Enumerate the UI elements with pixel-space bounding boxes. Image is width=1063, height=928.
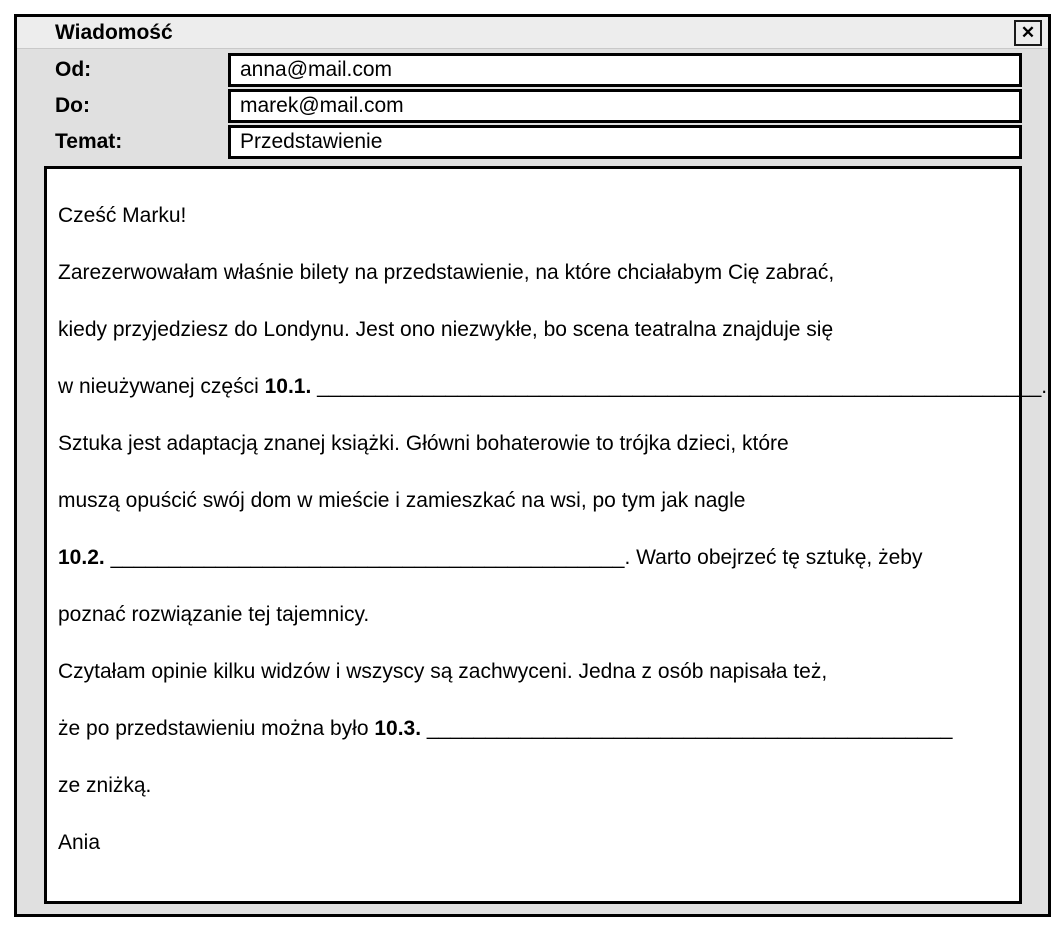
subject-label: Temat: (55, 130, 123, 153)
answer-blank-10-2: ____________________________________________ (110, 546, 625, 569)
from-input[interactable]: anna@mail.com (228, 53, 1022, 87)
body-line (58, 529, 1011, 586)
gap-label-10-3: 10.3. (374, 717, 422, 740)
window-title: Wiadomość (55, 20, 173, 44)
body-text: muszą opuścić swój dom w mieście i zamieszkać na wsi, po tym jak nagle (58, 489, 746, 512)
body-line (58, 757, 1011, 814)
body-text: ze zniżką. (58, 774, 152, 797)
message-body (44, 166, 1048, 904)
body-line (58, 643, 1011, 700)
email-window (14, 14, 1051, 917)
body-line (58, 472, 1011, 529)
body-text: że po przedstawieniu można było (58, 717, 375, 740)
body-text: Zarezerwowałam właśnie bilety na przedstawienie, na które chciałabym Cię zabrać, (58, 261, 835, 284)
field-row-from (17, 53, 1048, 87)
subject-input[interactable]: Przedstawienie (228, 125, 1022, 159)
body-line (58, 244, 1011, 301)
field-row-to (17, 89, 1048, 123)
body-line (58, 415, 1011, 472)
body-line (58, 586, 1011, 643)
signature: Ania (58, 831, 101, 854)
gap-label-10-1: 10.1. (264, 375, 312, 398)
body-text: kiedy przyjedziesz do Londynu. Jest ono niezwykłe, bo scena teatralna znajduje się (58, 318, 834, 341)
body-text: . (1041, 375, 1048, 398)
body-line (58, 301, 1011, 358)
header-fields (17, 49, 1048, 161)
body-text: Cześć Marku! (58, 204, 187, 227)
close-button[interactable] (1014, 20, 1042, 46)
gap-label-10-2: 10.2. (58, 546, 105, 569)
close-icon: ✕ (1020, 23, 1036, 42)
body-line (58, 700, 1011, 757)
body-text: Czytałam opinie kilku widzów i wszyscy są zachwyceni. Jedna z osób napisała też, (58, 660, 828, 683)
body-line (58, 187, 1011, 244)
field-row-subject (17, 125, 1048, 159)
body-line (58, 358, 1048, 415)
body-text: poznać rozwiązanie tej tajemnicy. (58, 603, 370, 626)
body-line (58, 814, 1011, 871)
body-text: Sztuka jest adaptacją znanej książki. Główni bohaterowie to trójka dzieci, które (58, 432, 789, 455)
answer-blank-10-3: _____________________________________________ (426, 717, 953, 740)
from-label: Od: (55, 58, 92, 81)
answer-blank-10-1: ______________________________________________________________ (317, 375, 1042, 398)
to-input[interactable]: marek@mail.com (228, 89, 1022, 123)
to-label: Do: (55, 94, 90, 117)
body-text: w nieużywanej części (58, 375, 265, 398)
body-text: . Warto obejrzeć tę sztukę, żeby (624, 546, 923, 569)
titlebar (17, 17, 1048, 49)
